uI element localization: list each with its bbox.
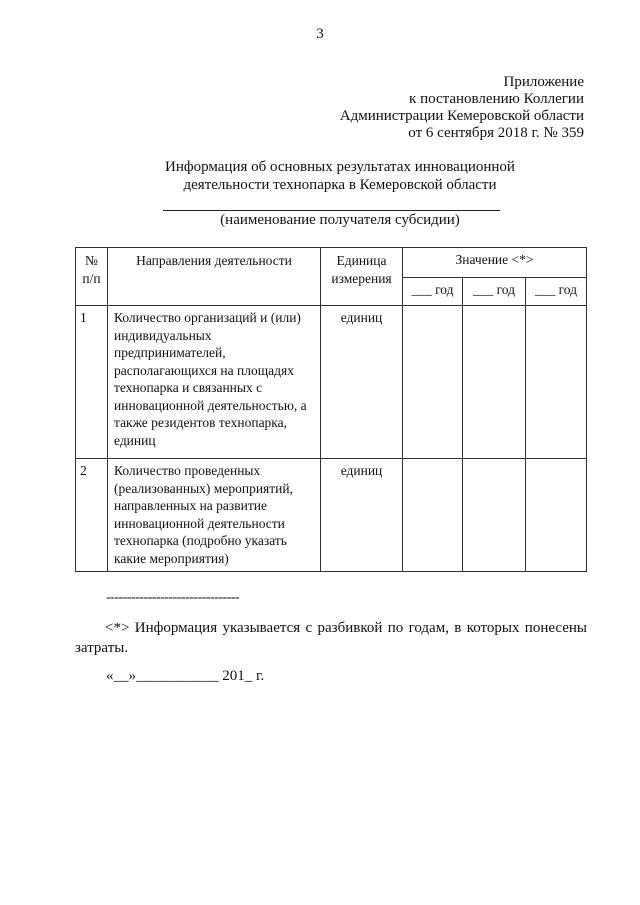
- appendix-resolution: к постановлению Коллегии: [409, 91, 584, 107]
- results-table: [75, 247, 587, 572]
- appendix-administration: Администрации Кемеровской области: [339, 108, 584, 124]
- date-line: «__»___________ 201_ г.: [106, 668, 265, 684]
- row-number: 2: [76, 459, 108, 572]
- row-year-3-value: [526, 459, 587, 572]
- row-number: 1: [76, 306, 108, 459]
- header-direction: Направления деятельности: [108, 248, 321, 306]
- header-year-3: ___ год: [526, 278, 587, 306]
- document-title-line-1: Информация об основных результатах инновационной: [165, 159, 515, 175]
- appendix-date: от 6 сентября 2018 г. № 359: [408, 125, 584, 141]
- row-year-3-value: [526, 306, 587, 459]
- appendix-label: Приложение: [503, 74, 584, 90]
- row-unit: единиц: [321, 459, 403, 572]
- recipient-name-line: [163, 210, 500, 211]
- row-direction: Количество организаций и (или) индивидуальных предпринимателей, располагающихся на площадях технопарка и связанных с инновационной деятельностью, а также резидентов технопарка, единиц: [108, 306, 321, 459]
- footnote-text: <*> Информация указывается с разбивкой по годам, в которых понесены затраты.: [75, 620, 587, 656]
- header-number: [76, 248, 108, 306]
- row-year-2-value: [463, 306, 526, 459]
- row-direction: Количество проведенных (реализованных) мероприятий, направленных на развитие инновационной деятельности технопарка (подробно указать какие мероприятия): [108, 459, 321, 572]
- row-year-1-value: [403, 459, 463, 572]
- recipient-caption: (наименование получателя субсидии): [220, 212, 460, 228]
- page-number: 3: [316, 26, 324, 42]
- row-year-1-value: [403, 306, 463, 459]
- header-year-2: ___ год: [463, 278, 526, 306]
- footnote-separator: --------------------------------: [106, 590, 240, 605]
- table-row: [76, 306, 587, 459]
- header-year-1: ___ год: [403, 278, 463, 306]
- header-unit: [321, 248, 403, 306]
- row-year-2-value: [463, 459, 526, 572]
- table-row: [76, 459, 587, 572]
- header-value: Значение <*>: [403, 248, 587, 278]
- header-unit-line-1: Единица: [336, 253, 387, 268]
- header-number-line-2: п/п: [82, 270, 101, 286]
- row-unit: единиц: [321, 306, 403, 459]
- document-title-line-2: деятельности технопарка в Кемеровской области: [183, 177, 497, 193]
- header-unit-line-2: измерения: [331, 270, 392, 286]
- header-number-line-1: №: [85, 253, 98, 268]
